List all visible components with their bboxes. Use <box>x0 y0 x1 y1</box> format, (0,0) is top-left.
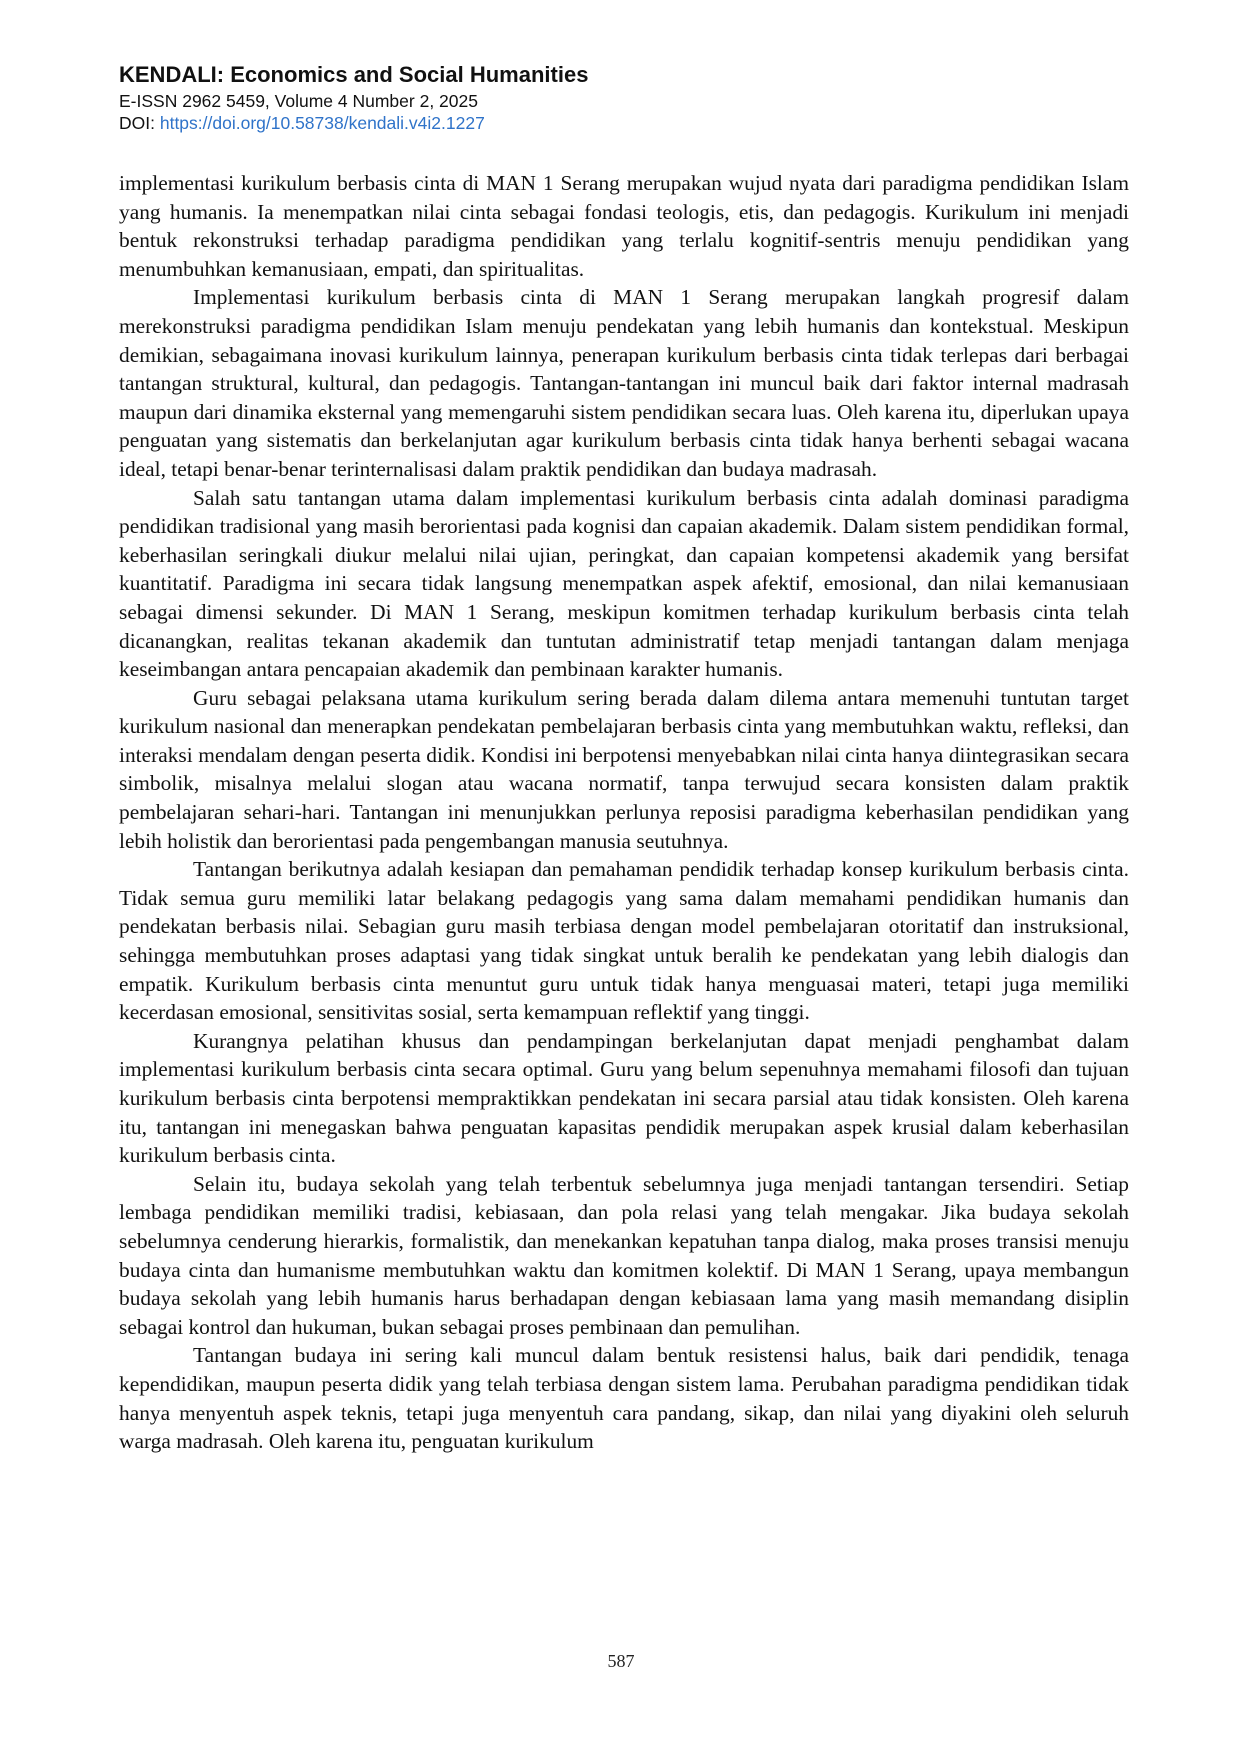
journal-title: KENDALI: Economics and Social Humanities <box>119 62 589 87</box>
paragraph-2: Implementasi kurikulum berbasis cinta di MAN 1 Serang merupakan langkah progresif dalam merekonstruksi paradigma pendidikan Islam menuju pendekatan yang lebih humanis dan kontekstual. Meskipun demikian, sebagaimana inovasi kurikulum lainnya, penerapan kurikulum berbasis cinta tidak terlepas dari berbagai tantangan struktural, kultural, dan pedagogis. Tantangan-tantangan ini muncul baik dari faktor internal madrasah maupun dari dinamika eksternal yang memengaruhi sistem pendidikan secara luas. Oleh karena itu, diperlukan upaya penguatan yang sistematis dan berkelanjutan agar kurikulum berbasis cinta tidak hanya berhenti sebagai wacana ideal, tetapi benar-benar terinternalisasi dalam praktik pendidikan dan budaya madrasah. <box>119 285 1129 481</box>
paragraph-4: Guru sebagai pelaksana utama kurikulum sering berada dalam dilema antara memenuhi tuntutan target kurikulum nasional dan menerapkan pendekatan pembelajaran berbasis cinta yang membutuhkan waktu, refleksi, dan interaksi mendalam dengan peserta didik. Kondisi ini berpotensi menyebabkan nilai cinta hanya diintegrasikan secara simbolik, misalnya melalui slogan atau wacana normatif, tanpa terwujud secara konsisten dalam praktik pembelajaran sehari-hari. Tantangan ini menunjukkan perlunya reposisi paradigma keberhasilan pendidikan yang lebih holistik dan berorientasi pada pengembangan manusia seutuhnya. <box>119 685 1129 853</box>
issn-line: E-ISSN 2962 5459, Volume 4 Number 2, 2025 <box>119 91 478 111</box>
journal-header <box>119 60 1129 134</box>
page-number: 587 <box>607 1651 635 1671</box>
doi-line <box>119 112 1129 134</box>
paragraph-7: Selain itu, budaya sekolah yang telah terbentuk sebelumnya juga menjadi tantangan tersendiri. Setiap lembaga pendidikan memiliki tradisi, kebiasaan, dan pola relasi yang telah mengakar. Jika budaya sekolah sebelumnya cenderung hierarkis, formalistik, dan menekankan kepatuhan tanpa dialog, maka proses transisi menuju budaya cinta dan humanisme membutuhkan waktu dan komitmen kolektif. Di MAN 1 Serang, upaya membangun budaya sekolah yang lebih humanis harus berhadapan dengan kebiasaan lama yang masih memandang disiplin sebagai kontrol dan hukuman, bukan sebagai proses pembinaan dan pemulihan. <box>119 1171 1129 1339</box>
article-body <box>119 169 1129 1456</box>
paragraph-5: Tantangan berikutnya adalah kesiapan dan pemahaman pendidik terhadap konsep kurikulum berbasis cinta. Tidak semua guru memiliki latar belakang pedagogis yang sama dalam memahami pendidikan humanis dan pendekatan berbasis nilai. Sebagian guru masih terbiasa dengan model pembelajaran otoritatif dan instruksional, sehingga membutuhkan proses adaptasi yang tidak singkat untuk beralih ke pendekatan yang lebih dialogis dan empatik. Kurikulum berbasis cinta menuntut guru untuk tidak hanya menguasai materi, tetapi juga memiliki kecerdasan emosional, sensitivitas sosial, serta kemampuan reflektif yang tinggi. <box>119 857 1129 1025</box>
paragraph-1: implementasi kurikulum berbasis cinta di MAN 1 Serang merupakan wujud nyata dari paradigma pendidikan Islam yang humanis. Ia menempatkan nilai cinta sebagai fondasi teologis, etis, dan pedagogis. Kurikulum ini menjadi bentuk rekonstruksi terhadap paradigma pendidikan yang terlalu kognitif-sentris menuju pendidikan yang menumbuhkan kemanusiaan, empati, dan spiritualitas. <box>119 171 1129 281</box>
paragraph-3: Salah satu tantangan utama dalam implementasi kurikulum berbasis cinta adalah dominasi paradigma pendidikan tradisional yang masih berorientasi pada kognisi dan capaian akademik. Dalam sistem pendidikan formal, keberhasilan seringkali diukur melalui nilai ujian, peringkat, dan capaian kompetensi akademik yang bersifat kuantitatif. Paradigma ini secara tidak langsung menempatkan aspek afektif, emosional, dan nilai kemanusiaan sebagai dimensi sekunder. Di MAN 1 Serang, meskipun komitmen terhadap kurikulum berbasis cinta telah dicanangkan, realitas tekanan akademik dan tuntutan administratif tetap menjadi tantangan dalam menjaga keseimbangan antara pencapaian akademik dan pembinaan karakter humanis. <box>119 485 1129 682</box>
paragraph-8: Tantangan budaya ini sering kali muncul dalam bentuk resistensi halus, baik dari pendidik, tenaga kependidikan, maupun peserta didik yang telah terbiasa dengan sistem lama. Perubahan paradigma pendidikan tidak hanya menyentuh aspek teknis, tetapi juga menyentuh cara pandang, sikap, dan nilai yang diyakini oleh seluruh warga madrasah. Oleh karena itu, penguatan kurikulum <box>119 1343 1129 1454</box>
doi-link[interactable]: https://doi.org/10.58738/kendali.v4i2.1227 <box>159 113 485 133</box>
paragraph-6: Kurangnya pelatihan khusus dan pendampingan berkelanjutan dapat menjadi penghambat dalam implementasi kurikulum berbasis cinta secara optimal. Guru yang belum sepenuhnya memahami filosofi dan tujuan kurikulum berbasis cinta berpotensi mempraktikkan pendekatan ini secara parsial atau tidak konsisten. Oleh karena itu, tantangan ini menegaskan bahwa penguatan kapasitas pendidik merupakan aspek krusial dalam keberhasilan kurikulum berbasis cinta. <box>119 1028 1129 1168</box>
doi-label: DOI: <box>119 113 160 133</box>
